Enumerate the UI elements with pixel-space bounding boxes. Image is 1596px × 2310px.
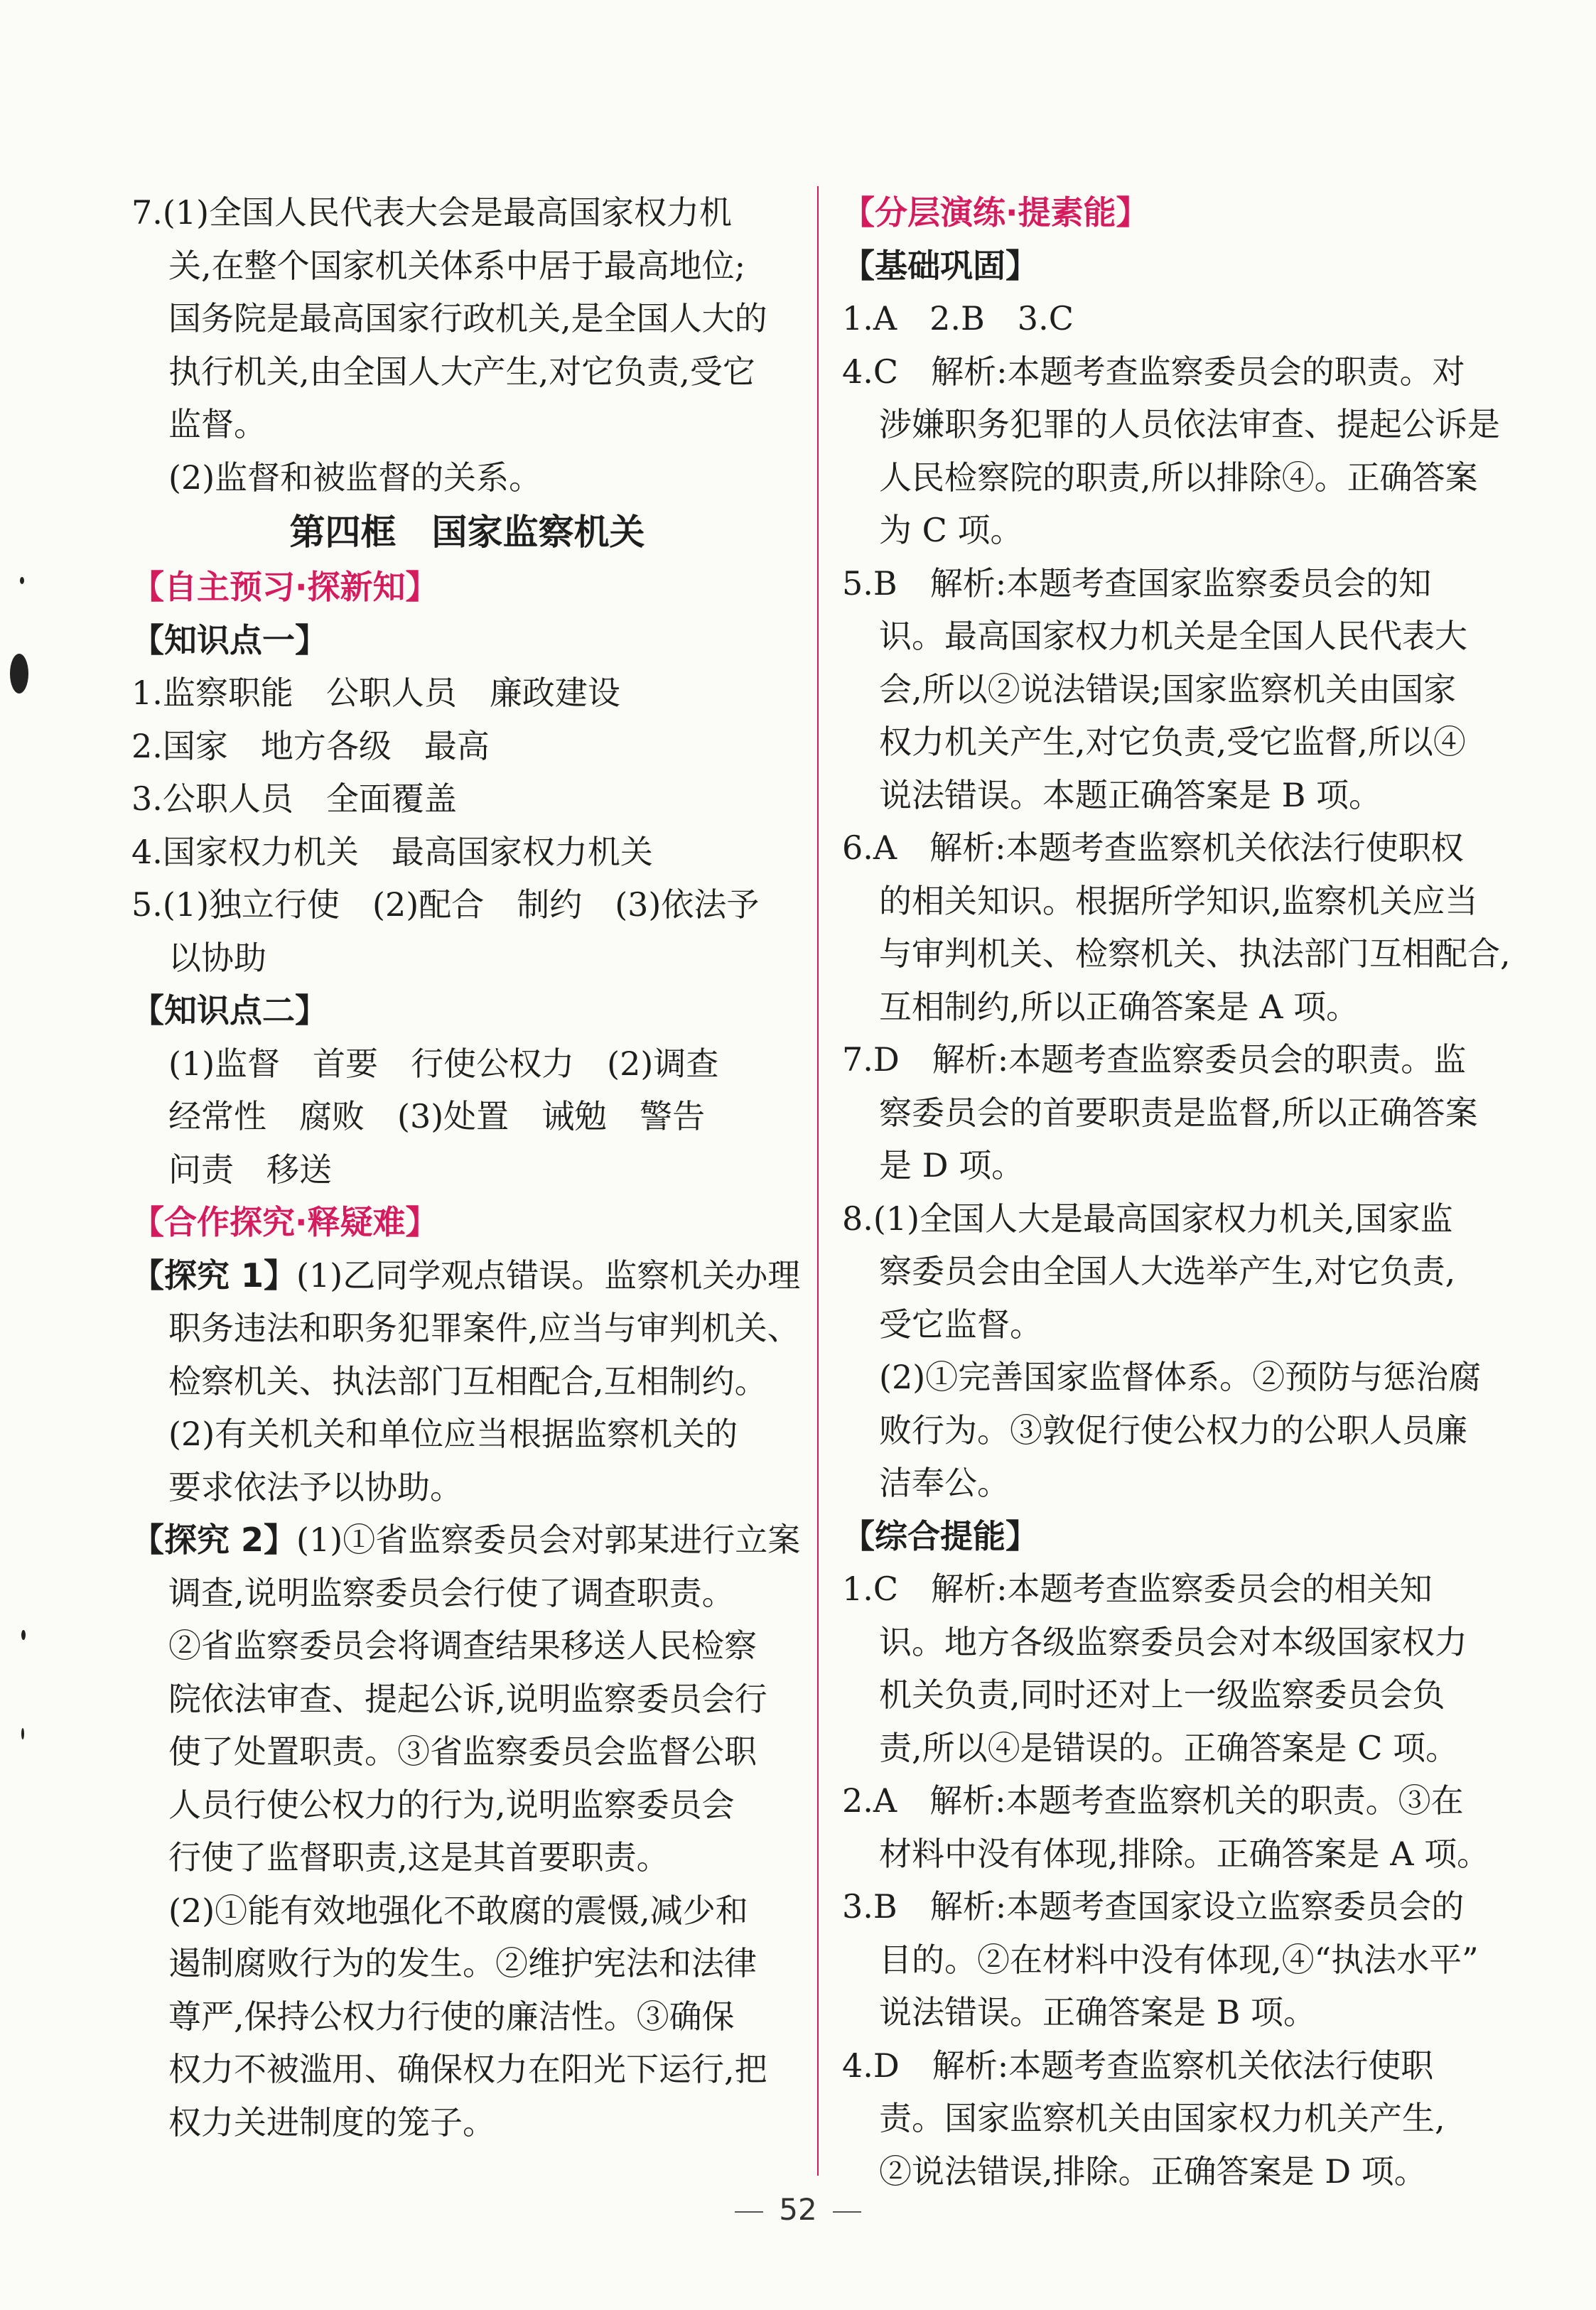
left-column	[131, 186, 803, 2149]
inquiry2-line: 使了处置职责。③省监察委员会监督公职	[168, 1732, 757, 1771]
scan-dot	[21, 1728, 24, 1739]
answer-c3: 说法错误。正确答案是 B 项。	[879, 1993, 1317, 2031]
q7-line: 关,在整个国家机关体系中居于最高地位;	[168, 246, 746, 285]
answer-b6: 的相关知识。根据所学知识,监察机关应当	[879, 881, 1478, 920]
answer-c4: 4.D 解析:本题考查监察机关依法行使职	[842, 2046, 1434, 2085]
answer-b5: 说法错误。本题正确答案是 B 项。	[879, 775, 1382, 814]
kp1-line: 5.(1)独立行使 (2)配合 制约 (3)依法予	[131, 885, 760, 924]
inquiry2-line: 尊严,保持公权力行使的廉洁性。③确保	[168, 1997, 735, 2036]
answer-c1: 1.C 解析:本题考查监察委员会的相关知	[842, 1570, 1433, 1608]
kp2-line: (1)监督 首要 行使公权力 (2)调查	[168, 1044, 719, 1083]
inquiry2-line: 遏制腐败行为的发生。②维护宪法和法律	[168, 1944, 757, 1982]
answer-b5: 5.B 解析:本题考查国家监察委员会的知	[842, 563, 1432, 603]
page-dash	[833, 2211, 861, 2213]
section-header: 【自主预习·探新知】	[131, 568, 438, 606]
answer-c4: 责。国家监察机关由国家权力机关产生,	[879, 2099, 1445, 2137]
kp1-line: 1.监察职能 公职人员 廉政建设	[131, 674, 620, 712]
page-number	[0, 2192, 1596, 2227]
basic-header: 【基础巩固】	[842, 246, 1038, 285]
knowledge-point-header: 【知识点一】	[131, 620, 328, 659]
inquiry1-line: (2)有关机关和单位应当根据监察机关的	[168, 1415, 738, 1453]
answer-b8: 败行为。③敦促行使公权力的公职人员廉	[879, 1410, 1467, 1450]
inquiry2-line: 人员行使公权力的行为,说明监察委员会	[168, 1785, 735, 1824]
answer-b8: 8.(1)全国人大是最高国家权力机关,国家监	[842, 1199, 1453, 1238]
answer-b8: (2)①完善国家监督体系。②预防与惩治腐	[879, 1358, 1482, 1396]
q7-line: 执行机关,由全国人大产生,对它负责,受它	[168, 352, 755, 391]
answer-b8: 察委员会由全国人大选举产生,对它负责,	[879, 1252, 1456, 1290]
answer-b4: 4.C 解析:本题考查监察委员会的职责。对	[842, 352, 1465, 391]
kp2-line: 经常性 腐败 (3)处置 诫勉 警告	[168, 1097, 706, 1135]
answer-b5: 识。最高国家权力机关是全国人民代表大	[879, 617, 1467, 655]
inquiry2-tag: 【探究 2】	[131, 1521, 297, 1559]
inquiry1-line: 职务违法和职务犯罪案件,应当与审判机关、	[168, 1309, 800, 1347]
inquiry1-line: 检察机关、执法部门互相配合,互相制约。	[168, 1361, 767, 1400]
answer-b5: 会,所以②说法错误;国家监察机关由国家	[879, 669, 1457, 708]
answer-b5: 权力机关产生,对它负责,受它监督,所以④	[879, 723, 1466, 761]
comprehensive-header: 【综合提能】	[842, 1516, 1038, 1555]
answer-b6: 6.A 解析:本题考查监察机关依法行使职权	[842, 829, 1464, 867]
answers-1-3: 1.A 2.B 3.C	[842, 299, 1074, 338]
q7-line: 国务院是最高国家行政机关,是全国人大的	[168, 299, 767, 338]
answer-c1: 责,所以④是错误的。正确答案是 C 项。	[879, 1728, 1459, 1767]
inquiry2-line: 院依法审查、提起公诉,说明监察委员会行	[168, 1679, 767, 1718]
knowledge-point-header: 【知识点二】	[131, 991, 328, 1030]
kp2-line: 问责 移送	[168, 1150, 332, 1189]
kp1-line: 3.公职人员 全面覆盖	[131, 779, 457, 818]
inquiry2-line: 权力关进制度的笼子。	[168, 2103, 495, 2142]
inquiry2-line	[131, 1513, 803, 1567]
chapter-title: 第四框 国家监察机关	[289, 512, 645, 553]
section-header: 【合作探究·释疑难】	[131, 1203, 438, 1241]
inquiry2-text: (1)①省监察委员会对郭某进行立案	[296, 1521, 801, 1559]
inquiry1-text: (1)乙同学观点错误。监察机关办理	[296, 1256, 801, 1295]
inquiry2-line: (2)①能有效地强化不敢腐的震慑,减少和	[168, 1891, 748, 1930]
inquiry2-line: ②省监察委员会将调查结果移送人民检察	[168, 1626, 757, 1665]
answer-b8: 洁奉公。	[879, 1464, 1010, 1502]
q7-line: 监督。	[168, 405, 266, 443]
answer-c2: 材料中没有体现,排除。正确答案是 A 项。	[879, 1834, 1490, 1873]
inquiry1-line: 要求依法予以协助。	[168, 1467, 463, 1506]
inquiry1-tag: 【探究 1】	[131, 1256, 297, 1295]
kp1-line: 4.国家权力机关 最高国家权力机关	[131, 832, 653, 871]
answer-b7: 是 D 项。	[879, 1146, 1025, 1184]
inquiry2-line: 权力不被滥用、确保权力在阳光下运行,把	[168, 2050, 767, 2088]
answer-b7: 察委员会的首要职责是监督,所以正确答案	[879, 1093, 1478, 1132]
inquiry2-line: 行使了监督职责,这是其首要职责。	[168, 1838, 669, 1877]
scan-dot	[20, 577, 24, 584]
q7-line: (2)监督和被监督的关系。	[168, 458, 542, 497]
answer-c3: 目的。②在材料中没有体现,④“执法水平”	[879, 1940, 1479, 1979]
answer-c3: 3.B 解析:本题考查国家设立监察委员会的	[842, 1887, 1465, 1926]
page-number-text: 52	[779, 2192, 817, 2227]
answer-c2: 2.A 解析:本题考查监察机关的职责。③在	[842, 1781, 1464, 1820]
inquiry2-line: 调查,说明监察委员会行使了调查职责。	[168, 1573, 735, 1612]
answer-b4: 涉嫌职务犯罪的人员依法审查、提起公诉是	[879, 405, 1500, 443]
section-header: 【分层演练·提素能】	[842, 193, 1149, 232]
answer-b4: 为 C 项。	[879, 511, 1023, 549]
answer-b7: 7.D 解析:本题考查监察委员会的职责。监	[842, 1040, 1467, 1079]
answer-b6: 互相制约,所以正确答案是 A 项。	[879, 987, 1359, 1026]
answer-c1: 机关负责,同时还对上一级监察委员会负	[879, 1675, 1445, 1714]
column-divider	[817, 186, 819, 2176]
answer-b6: 与审判机关、检察机关、执法部门互相配合,	[879, 934, 1511, 973]
kp1-line: 以协助	[168, 938, 266, 977]
scan-dot	[21, 1630, 26, 1640]
answer-b4: 人民检察院的职责,所以排除④。正确答案	[879, 458, 1478, 497]
kp1-line: 2.国家 地方各级 最高	[131, 726, 490, 765]
answer-c1: 识。地方各级监察委员会对本级国家权力	[879, 1622, 1467, 1661]
page-dash	[735, 2211, 763, 2213]
scan-blot	[10, 654, 28, 693]
answer-c4: ②说法错误,排除。正确答案是 D 项。	[879, 2152, 1427, 2191]
inquiry1-line	[131, 1249, 803, 1302]
right-column	[842, 186, 1510, 2198]
answer-b8: 受它监督。	[879, 1305, 1042, 1344]
q7-line: 7.(1)全国人民代表大会是最高国家权力机	[131, 193, 733, 232]
